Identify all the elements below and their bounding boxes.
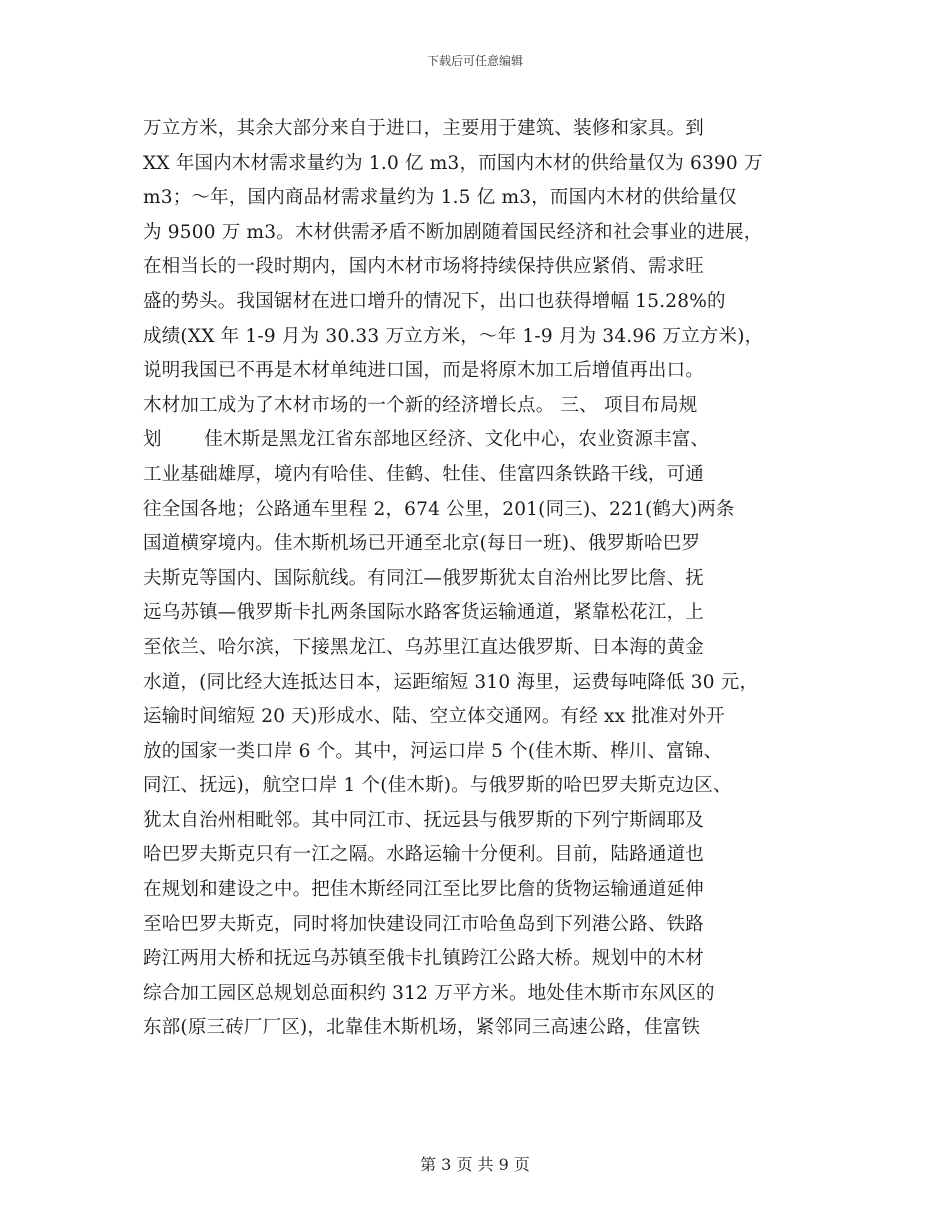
text-line: 万立方米，其余大部分来自于进口，主要用于建筑、装修和家具。到: [143, 118, 705, 139]
text-line: 盛的势头。我国锯材在进口增升的情况下，出口也获得增幅 15.28%的: [143, 290, 726, 312]
document-body: [143, 112, 843, 1046]
text-line: XX 年国内木材需求量约为 1.0 亿 m3，而国内木材的供给量仅为 6390 万: [143, 152, 763, 174]
text-line: 说明我国已不再是木材单纯进口国，而是将原木加工后增值再出口。: [143, 360, 705, 382]
text-line: 放的国家一类口岸 6 个。其中，河运口岸 5 个(佳木斯、桦川、富锦、: [143, 740, 723, 762]
text-line: 成绩(XX 年 1-9 月为 30.33 万立方米，～年 1-9 月为 34.96 万立方米)，: [143, 325, 764, 347]
text-line: 为 9500 万 m3。木材供需矛盾不断加剧随着国民经济和社会事业的进展，: [143, 221, 763, 243]
text-line: 同江、抚远)，航空口岸 1 个(佳木斯)。与俄罗斯的哈巴罗夫斯克边区、: [143, 775, 732, 797]
text-line: 夫斯克等国内、国际航线。有同江—俄罗斯犹太自治州比罗比詹、抚: [143, 567, 705, 589]
page-footer: 第 3 页 共 9 页: [420, 1155, 530, 1174]
text-line: 犹太自治州相毗邻。其中同江市、抚远县与俄罗斯的下列宁斯阔耶及: [143, 809, 705, 831]
text-line: 远乌苏镇—俄罗斯卡扎两条国际水路客货运输通道，紧靠松花江，上: [143, 602, 705, 624]
text-line: 哈巴罗夫斯克只有一江之隔。水路运输十分便利。目前，陆路通道也: [143, 844, 705, 866]
text-line: 水道，(同比经大连抵达日本，运距缩短 310 海里，运费每吨降低 30 元，: [143, 671, 759, 693]
text-line: 在规划和建设之中。把佳木斯经同江至比罗比詹的货物运输通道延伸: [143, 879, 705, 901]
text-line: 运输时间缩短 20 天)形成水、陆、空立体交通网。有经 xx 批准对外开: [143, 706, 725, 728]
text-line: 综合加工园区总规划总面积约 312 万平方米。地处佳木斯市东风区的: [143, 982, 715, 1004]
text-line: 在相当长的一段时期内，国内木材市场将持续保持供应紧俏、需求旺: [143, 256, 705, 278]
text-line: 至哈巴罗夫斯克，同时将加快建设同江市哈鱼岛到下列港公路、铁路: [143, 913, 705, 935]
page-header: 下载后可任意编辑: [426, 54, 523, 68]
text-line: m3；～年，国内商品材需求量约为 1.5 亿 m3，而国内木材的供给量仅: [143, 187, 737, 209]
text-line: 往全国各地；公路通车里程 2，674 公里，201(同三)、221(鹤大)两条: [143, 498, 735, 520]
text-line: 国道横穿境内。佳木斯机场已开通至北京(每日一班)、俄罗斯哈巴罗: [143, 533, 701, 555]
text-line: 至依兰、哈尔滨，下接黑龙江、乌苏里江直达俄罗斯、日本海的黄金: [143, 636, 705, 658]
text-line: 木材加工成为了木材市场的一个新的经济增长点。 三、 项目布局规: [143, 394, 698, 416]
text-line: 跨江两用大桥和抚远乌苏镇至俄卡扎镇跨江公路大桥。规划中的木材: [143, 948, 705, 970]
text-line: 划 佳木斯是黑龙江省东部地区经济、文化中心，农业资源丰富、: [143, 429, 710, 451]
text-line: 工业基础雄厚，境内有哈佳、佳鹤、牡佳、佳富四条铁路干线，可通: [143, 463, 705, 485]
text-line: 东部(原三砖厂厂区)，北靠佳木斯机场，紧邻同三高速公路，佳富铁: [143, 1017, 701, 1039]
